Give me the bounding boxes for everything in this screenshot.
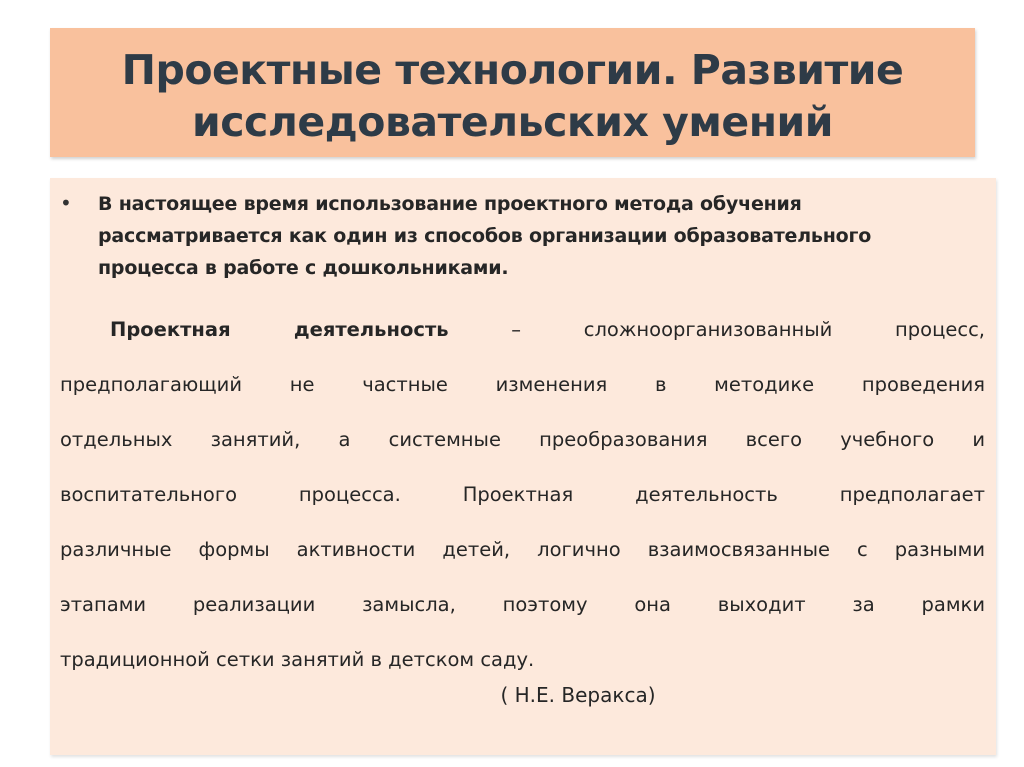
slide-title-line-1: Проектные технологии. Развитие <box>121 46 904 94</box>
paragraph-line-1 <box>60 302 985 357</box>
paragraph-line-6: этапами реализации замысла, поэтому она выходит за рамки <box>60 593 985 616</box>
bullet-text <box>98 188 988 284</box>
bullet-line-2: рассматривается как один из способов организации образовательного <box>98 225 872 247</box>
paragraph-line-7: традиционной сетки занятий в детском саду. <box>60 648 535 671</box>
paragraph-lead-term: Проектная деятельность <box>110 318 449 341</box>
bullet-line-3: процесса в работе с дошкольниками. <box>98 257 509 279</box>
slide-title-line-2: исследовательских умений <box>192 98 833 146</box>
bullet-line-1: В настоящее время использование проектного метода обучения <box>98 193 802 215</box>
paragraph-line-5: различные формы активности детей, логично взаимосвязанные с разными <box>60 538 985 561</box>
paragraph-line-1-rest: – сложноорганизованный процесс, <box>448 318 985 341</box>
bullet-marker: • <box>60 191 72 215</box>
slide-title <box>50 44 975 148</box>
title-banner <box>50 28 975 157</box>
paragraph-line-4: воспитательного процесса. Проектная деятельность предполагает <box>60 483 985 506</box>
content-panel <box>50 178 996 755</box>
paragraph-line-2: предполагающий не частные изменения в методике проведения <box>60 373 985 396</box>
attribution: ( Н.Е. Веракса) <box>500 683 656 707</box>
main-paragraph <box>60 302 985 687</box>
paragraph-line-3: отдельных занятий, а системные преобразования всего учебного и <box>60 428 985 451</box>
